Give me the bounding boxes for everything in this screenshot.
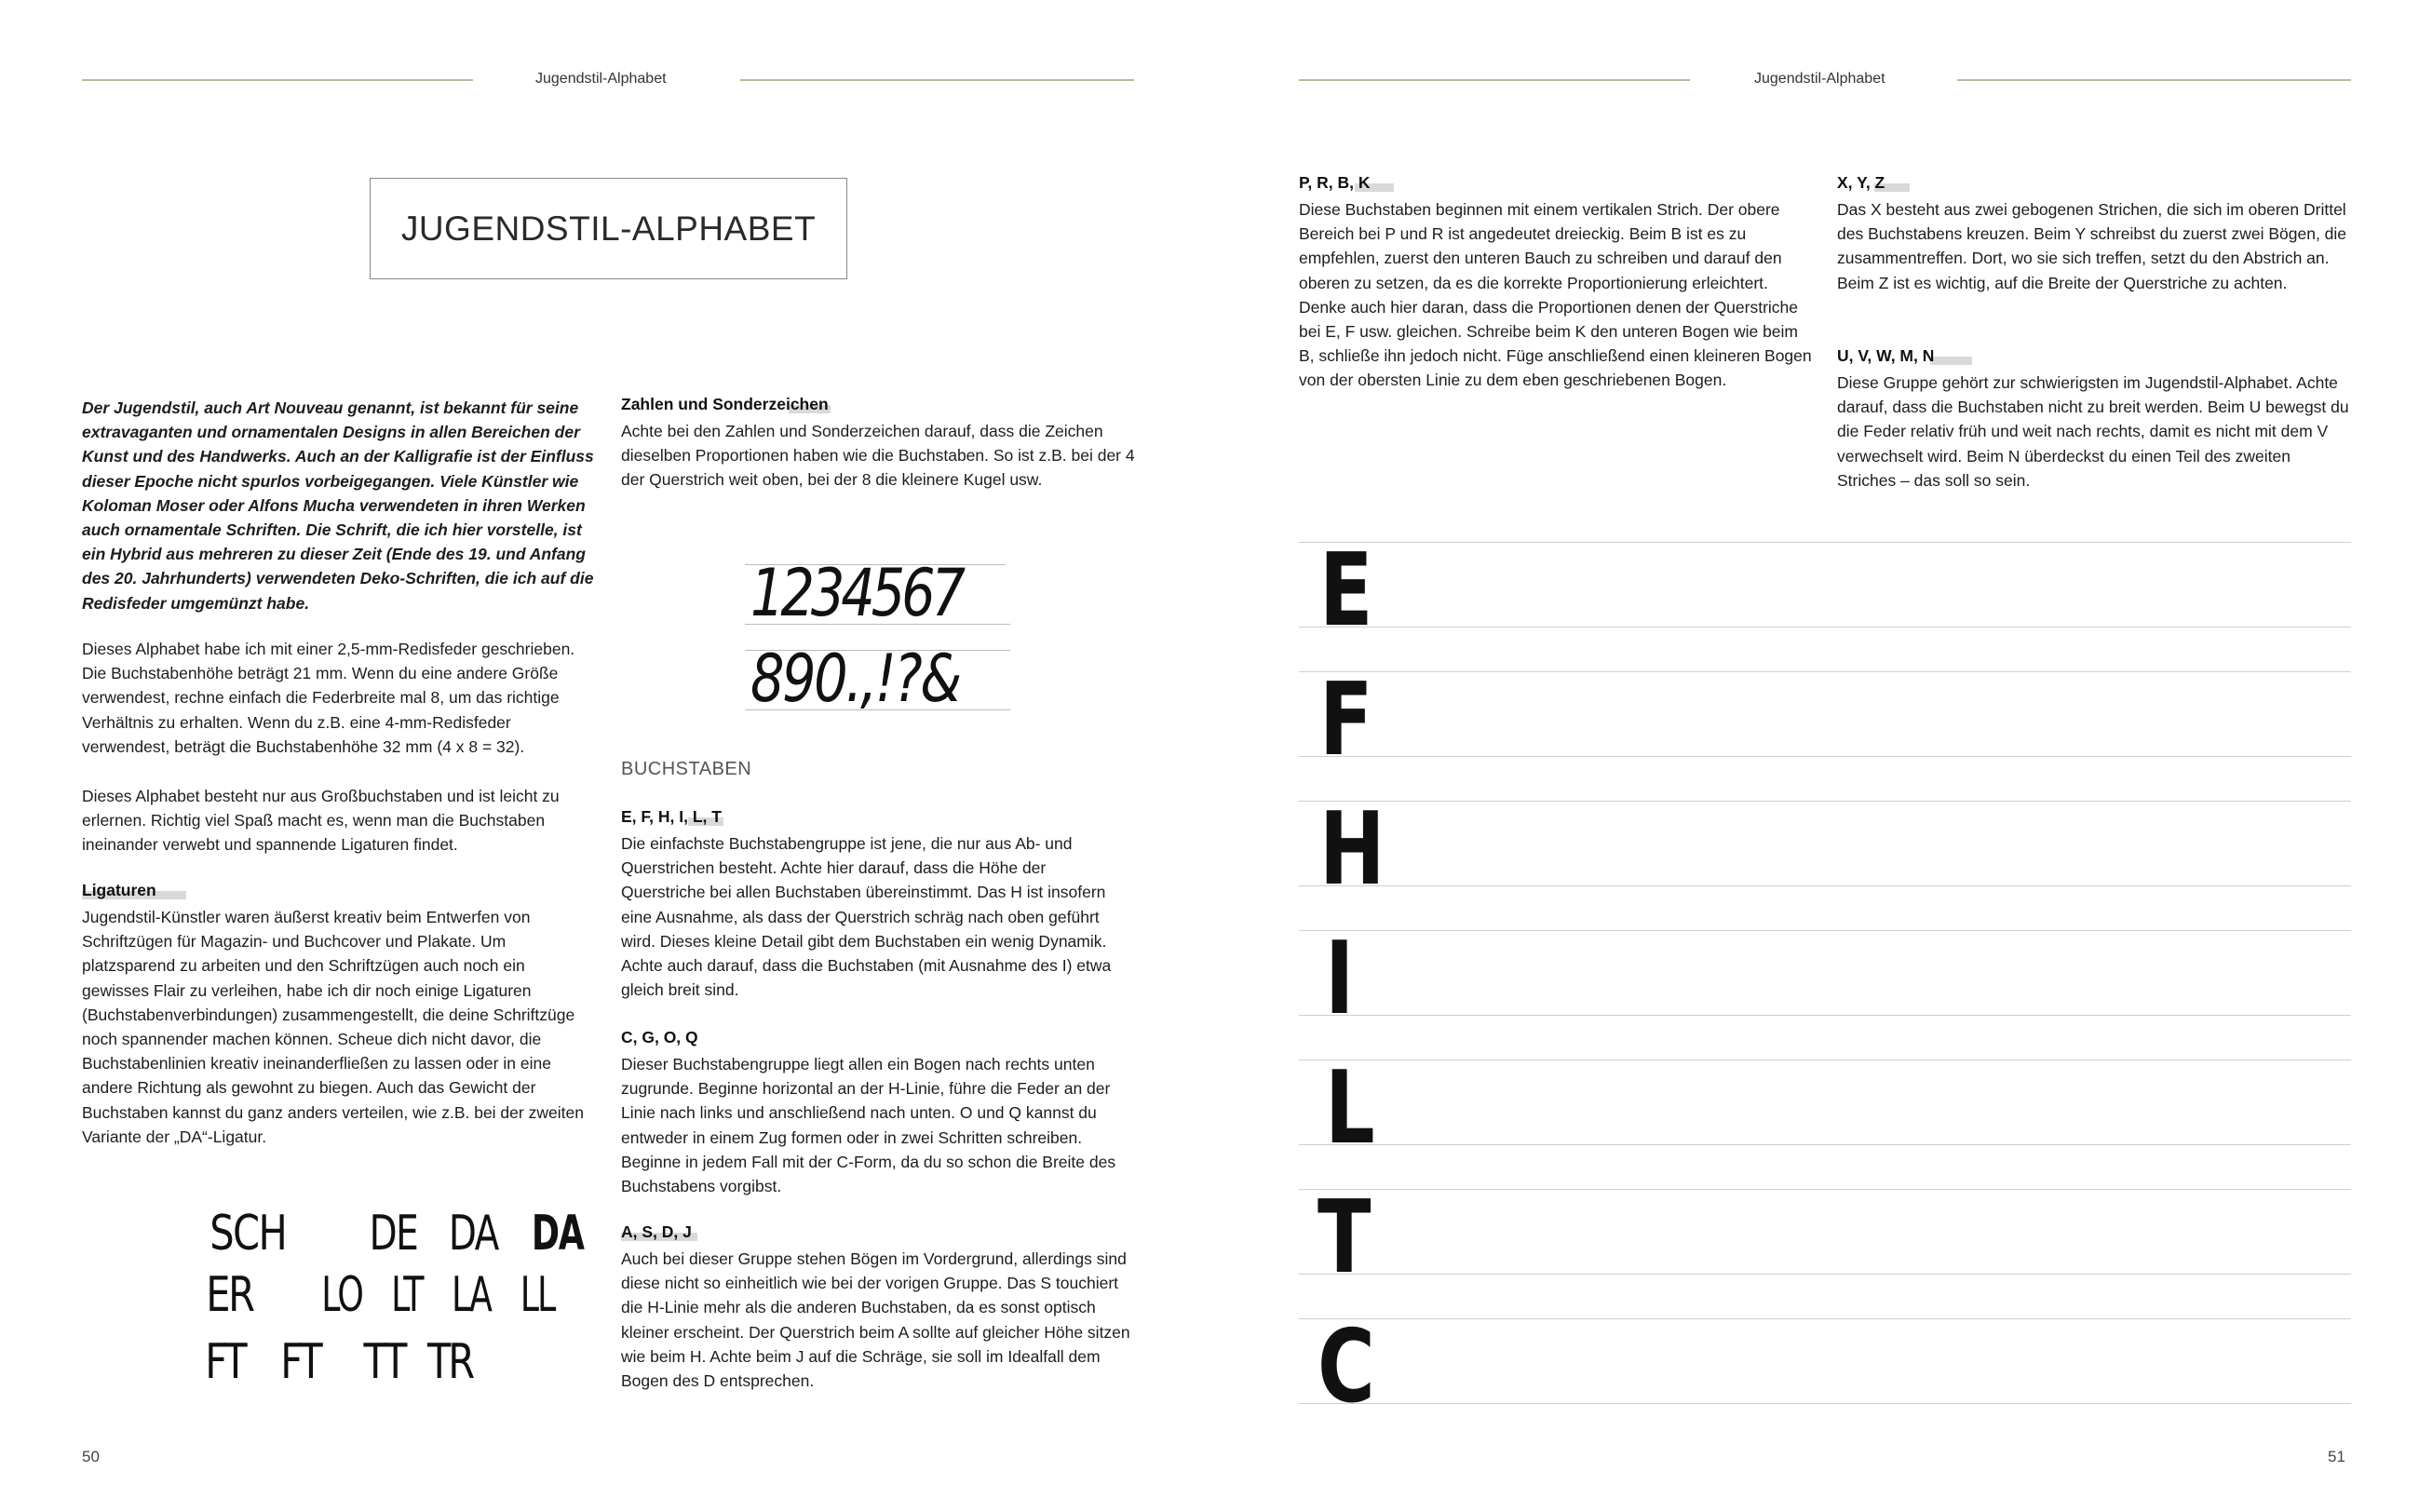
group-asdj-text: Auch bei dieser Gruppe stehen Bögen im Vordergrund, allerdings sind diese nicht so einheitlich wie bei der vorigen Gruppe. Das S touchiert die H-Linie mehr als die anderen Buchstaben, da es sonst optisch kleiner erscheint. Der Querstrich beim A sollte auf gleicher Höhe sitzen wie beim H. Achte beim J auf die Schräge, sie soll im Idealfall dem Bogen des D entsprechen. <box>621 1249 1130 1391</box>
page-number-left: 50 <box>82 1448 100 1465</box>
zahlen-heading: Zahlen und Sonderzeichen <box>621 395 829 414</box>
page-number-right: 51 <box>2328 1448 2345 1465</box>
ligature-tr: TR <box>427 1334 473 1390</box>
practice-letter-e: E <box>1319 533 1373 649</box>
practice-sheet <box>1299 533 2351 1425</box>
ligature-row-1 <box>200 1206 595 1262</box>
ligature-samples <box>200 1206 584 1392</box>
group-uvwmn-text: Diese Gruppe gehört zur schwierigsten im Jugendstil-Alphabet. Achte darauf, dass die Buchstaben nicht zu breit werden. Beim U bewegst du die Feder relativ früh und weit nach rechts, damit es nicht mit dem V verwechselt wird. Beim N überdeckst du einen Teil des zweiten Striches – das soll so sein. <box>1837 373 2349 490</box>
number-sample-line-1: 1234567 <box>750 555 962 631</box>
practice-letter-i: I <box>1325 921 1355 1037</box>
practice-letter-h: H <box>1319 791 1385 908</box>
ligature-lt: LT <box>391 1267 423 1323</box>
practice-letter-f: F <box>1319 662 1373 778</box>
ligature-ft-2: FT <box>280 1334 320 1390</box>
buchstaben-section-title: BUCHSTABEN <box>621 759 752 779</box>
group-efhilt-text: Die einfachste Buchstabengruppe ist jene, die nur aus Ab- und Querstrichen besteht. Achte hier darauf, dass die Höhe der Querstriche bei allen Buchstaben übereinstimmt. Das H ist insofern eine Ausnahme, als dass der Querstrich schräg nach oben geführt wird. Dieses kleine Detail gibt dem Buchstaben ein wenig Dynamik. Achte auch darauf, dass die Buchstaben (mit Ausnahme des I) etwa gleich breit sind. <box>621 834 1112 1000</box>
intro-paragraph-2: Dieses Alphabet habe ich mit einer 2,5-mm-Redisfeder geschrieben. Die Buchstabenhöhe beträgt 21 mm. Wenn du eine andere Größe verwendest, rechne einfach die Federbreite mal 8, um das richtige Verhältnis zu erhalten. Wenn du z.B. eine 4-mm-Redisfeder verwendest, beträgt die Buchstabenhöhe 32 mm (4 x 8 = 32). <box>82 640 575 756</box>
group-efhilt-heading: E, F, H, I, L, T <box>621 807 722 827</box>
practice-letter-t: T <box>1318 1180 1372 1296</box>
ligature-row-2 <box>200 1267 561 1323</box>
ligature-ft: FT <box>205 1334 245 1390</box>
ligature-er: ER <box>206 1267 253 1323</box>
group-uvwmn-heading: U, V, W, M, N <box>1837 346 1934 366</box>
ligature-da-2: DA <box>532 1206 584 1262</box>
zahlen-text: Achte bei den Zahlen und Sonderzeichen darauf, dass die Zeichen dieselben Proportionen haben wie die Buchstaben. So ist z.B. bei der 4 der Querstrich weit oben, bei der 8 die kleinere Kugel usw. <box>621 422 1135 490</box>
header-rule-right-a <box>1299 79 1690 81</box>
group-xyz-text: Das X besteht aus zwei gebogenen Strichen, die sich im oberen Drittel des Buchstabens kreuzen. Beim Y schreibst du zuerst zwei Bögen, die zusammentreffen. Dort, wo sie sich treffen, setzt du den Abstrich an. Beim Z ist es wichtig, auf die Breite der Querstriche zu achten. <box>1837 200 2347 292</box>
ligature-lo: LO <box>321 1267 362 1323</box>
number-sample-line-2: 890.,!?& <box>750 641 960 717</box>
ligature-sch: SCH <box>209 1206 287 1262</box>
intro-paragraph-3: Dieses Alphabet besteht nur aus Großbuchstaben und ist leicht zu erlernen. Richtig viel Spaß macht es, wenn man die Buchstaben ineinander verwebt und spannende Ligaturen findet. <box>82 787 560 855</box>
page-title-box: JUGENDSTIL-ALPHABET <box>370 178 847 279</box>
ligature-la: LA <box>452 1267 491 1323</box>
practice-letter-c: C <box>1318 1309 1375 1425</box>
practice-letter-l: L <box>1325 1050 1375 1167</box>
ligature-ll: LL <box>520 1267 555 1323</box>
group-asdj-heading: A, S, D, J <box>621 1222 692 1242</box>
header-rule-left-a <box>82 79 473 81</box>
ligature-de: DE <box>369 1206 417 1262</box>
number-sample <box>745 555 1015 717</box>
ligature-row-3 <box>200 1334 478 1390</box>
ligaturen-text: Jugendstil-Künstler waren äußerst kreativ beim Entwerfen von Schriftzügen für Magazin- und Buchcover und Plakate. Um platzsparend zu arbeiten und den Schriftzügen auch noch ein gewisses Flair zu verleihen, habe ich dir noch einige Ligaturen (Buchstabenverbindungen) zusammengestellt, die deine Schriftzüge noch spannender machen können. Scheue dich nicht davor, die Buchstabenlinien kreativ ineinanderfließen zu lassen oder in eine andere Richtung als gewohnt zu biegen. Auch das Gewicht der Buchstaben kannst du ganz anders verteilen, wie z.B. bei der zweiten Variante der „DA“-Ligatur. <box>82 908 584 1146</box>
ligature-da: DA <box>448 1206 498 1262</box>
ligaturen-heading: Ligaturen <box>82 881 156 900</box>
header-title-left: Jugendstil-Alphabet <box>535 71 667 87</box>
group-prbk-heading: P, R, B, K <box>1299 173 1371 193</box>
ligature-tt: TT <box>363 1334 404 1390</box>
header-rule-right-b <box>1957 79 2351 81</box>
header-rule-left-b <box>740 79 1134 81</box>
group-xyz-heading: X, Y, Z <box>1837 173 1885 193</box>
intro-italic-paragraph: Der Jugendstil, auch Art Nouveau genannt, ist bekannt für seine extravaganten und ornamentalen Designs in allen Bereichen der Kunst und des Handwerks. Auch an der Kalligrafie ist der Einfluss dieser Epoche nicht spurlos vorbeigegangen. Viele Künstler wie Koloman Moser oder Alfons Mucha verwendeten in ihren Werken auch ornamentale Schriften. Die Schrift, die ich hier vorstelle, ist ein Hybrid aus mehreren zu dieser Zeit (Ende des 19. und Anfang des 20. Jahrhunderts) verwendeten Deko-Schriften, die ich auf die Redisfeder umgemünzt habe. <box>82 398 594 613</box>
group-prbk-text: Diese Buchstaben beginnen mit einem vertikalen Strich. Der obere Bereich bei P und R ist angedeutet dreieckig. Beim B ist es zu empfehlen, zuerst den unteren Bauch zu schreiben und darauf den oberen zu setzen, da es die korrekte Proportionierung erleichtert. Denke auch hier daran, dass die Proportionen denen der Querstriche bei E, F usw. gleichen. Schreibe beim K den unteren Bogen wie beim B, schließe ihn jedoch nicht. Füge anschließend einen kleineren Bogen von der obersten Linie zu dem eben geschriebenen Bogen. <box>1299 200 1812 390</box>
group-cgoq-text: Dieser Buchstabengruppe liegt allen ein Bogen nach rechts unten zugrunde. Beginne horizontal an der H-Linie, führe die Feder an der Linie nach links und anschließend nach unten. O und Q kannst du entweder in einem Zug formen oder in zwei Schritten schreiben. Beginne in jedem Fall mit der C-Form, da du so schon die Breite des Buchstabens vorgibst. <box>621 1055 1116 1196</box>
group-cgoq-heading: C, G, O, Q <box>621 1028 698 1046</box>
header-title-right: Jugendstil-Alphabet <box>1754 71 1885 87</box>
